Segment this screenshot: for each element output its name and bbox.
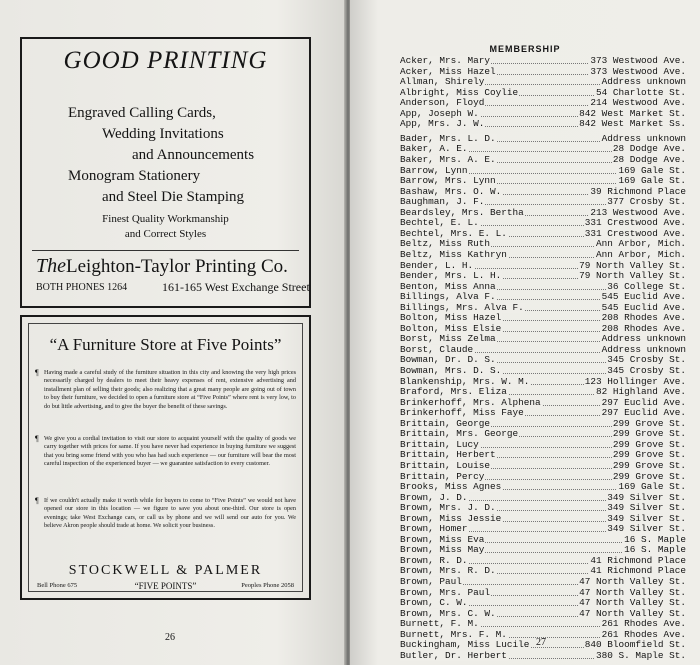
printing-ad-headline: GOOD PRINTING (63, 47, 268, 74)
member-name: Albright, Miss Coylie (400, 87, 519, 98)
member-entry (400, 88, 686, 98)
member-entry (400, 566, 686, 576)
member-address: 41 Richmond Place (590, 555, 686, 566)
member-entry (400, 109, 686, 119)
ad-paragraph: ¶ If we couldn't actually make it worth while for buyers to come to “Five Points” we would not have opened our store in this location — we figure to save you about one-third. Our store is open evenings; take West Exchange cars, or call us by phone and we will send our auto for you. We believe Akron people should trade at home. We solicit your business. (35, 496, 296, 530)
member-address: 545 Euclid Ave. (601, 292, 686, 303)
printing-advertisement (20, 37, 311, 308)
member-name: Brown, Miss Jessie (400, 513, 502, 524)
member-address: 297 Euclid Ave. (601, 408, 686, 419)
member-entry (400, 303, 686, 313)
member-name: Brown, Paul (400, 577, 462, 587)
member-entry (400, 250, 686, 260)
furniture-ad-headline: “A Furniture Store at Five Points” (49, 335, 282, 354)
peoples-phone: Peoples Phone 2058 (241, 582, 294, 589)
member-entry (400, 640, 686, 650)
member-address: 169 Gale St. (618, 482, 686, 492)
member-address: 208 Rhodes Ave. (601, 313, 686, 324)
member-name: App, Mrs. J. W. (400, 119, 485, 130)
member-address: 47 North Valley St. (579, 587, 686, 598)
member-entry (400, 187, 686, 197)
member-name: Anderson, Floyd (400, 98, 485, 109)
member-entry (400, 366, 686, 376)
member-address: Address unknown (601, 334, 686, 345)
member-name: Brown, J. D. (400, 492, 468, 503)
member-address: 54 Charlotte St. (595, 87, 686, 98)
member-entry (400, 324, 686, 334)
member-entry (400, 239, 686, 249)
member-name: Allman, Shirely (400, 77, 485, 88)
member-name: Bolton, Miss Hazel (400, 313, 502, 324)
page-number: 26 (165, 632, 175, 643)
member-address: 214 Westwood Ave. (590, 98, 686, 109)
member-address: 47 North Valley St. (579, 608, 686, 619)
member-name: Brown, C. W. (400, 598, 468, 609)
member-address: 79 North Valley St. (579, 260, 686, 271)
page-number: 27 (536, 637, 546, 648)
service-line: Engraved Calling Cards, (68, 105, 216, 121)
member-entry (400, 218, 686, 228)
member-entry (400, 450, 686, 460)
member-address: 39 Richmond Place (590, 186, 686, 197)
member-name: Buckingham, Miss Lucile (400, 640, 530, 651)
paragraph-mark-icon: ¶ (35, 434, 39, 443)
member-entry (400, 334, 686, 344)
member-entry (400, 56, 686, 66)
member-name: Brown, Mrs. J. D. (400, 503, 496, 514)
member-address: 299 Grove St. (612, 439, 686, 450)
member-name: Burnett, Mrs. F. M. (400, 629, 507, 640)
member-address: 261 Rhodes Ave. (601, 629, 686, 640)
member-address: 41 Richmond Place (590, 566, 686, 577)
member-entry (400, 261, 686, 271)
member-entry (400, 556, 686, 566)
membership-title: MEMBERSHIP (489, 44, 561, 54)
furniture-advertisement (20, 315, 311, 600)
service-line: and Steel Die Stamping (102, 189, 245, 205)
member-entry (400, 197, 686, 207)
member-entry (400, 524, 686, 534)
left-page (0, 0, 346, 665)
member-name: Brown, Mrs. R. D. (400, 566, 496, 577)
service-line: and Announcements (132, 147, 255, 163)
member-name: Braford, Mrs. Eliza (400, 387, 507, 398)
member-entry (400, 398, 686, 408)
member-entry (400, 503, 686, 513)
member-address: 349 Silver St. (607, 524, 686, 535)
member-address: 299 Grove St. (612, 471, 686, 482)
member-name: Butler, Dr. Herbert (400, 650, 507, 661)
member-name: Billings, Mrs. Alva F. (400, 302, 524, 313)
member-entry (400, 119, 686, 129)
member-name: Borst, Miss Zelma (400, 334, 496, 345)
member-address: 47 North Valley St. (579, 598, 686, 609)
member-address: 345 Crosby St. (607, 366, 686, 376)
service-line: Wedding Invitations (102, 126, 224, 142)
member-address: 123 Hollinger Ave. (584, 376, 686, 387)
member-address: Address unknown (601, 133, 686, 144)
member-name: Beltz, Miss Ruth (400, 239, 491, 250)
member-address: 28 Dodge Ave. (612, 154, 686, 165)
member-entry (400, 619, 686, 629)
member-address: 349 Silver St. (607, 492, 686, 503)
member-entry (400, 155, 686, 165)
member-entry (400, 98, 686, 108)
member-name: Borst, Claude (400, 344, 474, 355)
member-name: Brown, Miss May (400, 545, 485, 556)
member-name: Benton, Miss Anna (400, 281, 496, 292)
member-entry (400, 461, 686, 471)
member-entry (400, 176, 686, 186)
member-address: Ann Arbor, Mich. (595, 239, 686, 250)
member-address: 16 S. Maple (624, 534, 686, 545)
member-name: Baker, Mrs. A. E. (400, 154, 496, 165)
member-entry (400, 651, 686, 661)
quality-line: and Correct Styles (124, 228, 207, 240)
member-address: 380 S. Maple St. (595, 650, 686, 661)
member-entry (400, 292, 686, 302)
member-name: Brittain, Percy (400, 471, 485, 482)
member-entry (400, 535, 686, 545)
member-entry (400, 598, 686, 608)
member-entry (400, 588, 686, 598)
member-name: Brittain, Lucy (400, 439, 479, 450)
member-name: Bolton, Miss Elsie (400, 323, 502, 334)
member-entry (400, 77, 686, 87)
member-name: Baughman, J. F. (400, 197, 485, 208)
member-name: Billings, Alva F. (400, 292, 496, 303)
member-name: Brooks, Miss Agnes (400, 482, 502, 492)
member-entry (400, 271, 686, 281)
company-name: TheLeighton-Taylor Printing Co. (36, 255, 288, 277)
member-address: 299 Grove St. (612, 418, 686, 429)
member-address: 82 Highland Ave. (595, 387, 686, 398)
member-entry (400, 408, 686, 418)
member-name: Brown, Mrs. C. W. (400, 608, 496, 619)
member-entry (400, 419, 686, 429)
member-name: Brinkerhoff, Miss Faye (400, 408, 524, 419)
member-name: Brown, Miss Eva (400, 534, 485, 545)
ad-paragraph: ¶ Having made a careful study of the furniture situation in this city and knowing the very high prices necessarily charged by dealers to meet their heavy expenses of rent, extensive advertising and installment plan of selling their goods; also realizing that a great many people are going out of town to buy their furniture, we decided to open a furniture store at “Five Points” where rent is very low, to do but little advertising, and to give the buyer the benefit of these savings. (35, 368, 296, 410)
member-entry (400, 208, 686, 218)
member-address: 169 Gale St. (618, 176, 686, 187)
member-entry (400, 609, 686, 619)
bell-phone: Bell Phone 675 (37, 582, 78, 589)
member-address: 28 Dodge Ave. (612, 144, 686, 155)
member-name: Bechtel, Mrs. E. L. (400, 228, 507, 239)
member-address: 373 Westwood Ave. (590, 56, 686, 66)
member-address: 36 College St. (607, 281, 686, 292)
member-name: Barrow, Lynn (400, 165, 468, 176)
company-phones: BOTH PHONES 1264 (36, 282, 128, 293)
member-name: Brittain, Herbert (400, 450, 496, 461)
member-entry (400, 440, 686, 450)
member-entry (400, 472, 686, 482)
member-entry (400, 377, 686, 387)
member-address: 377 Crosby St. (607, 197, 686, 208)
member-entry (400, 630, 686, 640)
member-name: Brown, R. D. (400, 555, 468, 566)
member-address: 345 Crosby St. (607, 355, 686, 366)
member-address: 299 Grove St. (612, 450, 686, 461)
member-entry (400, 545, 686, 555)
paragraph-mark-icon: ¶ (35, 368, 39, 377)
member-name: Acker, Mrs. Mary (400, 56, 491, 66)
member-address: 842 West Market Ss. (579, 119, 686, 130)
paragraph-mark-icon: ¶ (35, 496, 39, 505)
member-entry (400, 134, 686, 144)
member-entry (400, 482, 686, 492)
member-entry (400, 577, 686, 587)
member-entry (400, 387, 686, 397)
member-address: Address unknown (601, 77, 686, 88)
member-name: Brittain, Mrs. George (400, 429, 519, 440)
member-entry (400, 166, 686, 176)
member-name: Blankenship, Mrs. W. M. (400, 376, 530, 387)
member-name: Burnett, F. M. (400, 619, 479, 630)
member-address: 208 Rhodes Ave. (601, 323, 686, 334)
member-address: 331 Crestwood Ave. (584, 218, 686, 229)
member-name: Acker, Miss Hazel (400, 66, 496, 77)
member-name: Bowman, Dr. D. S. (400, 355, 496, 366)
member-name: Brinkerhoff, Mrs. Alphena (400, 397, 541, 408)
member-name: Barrow, Mrs. Lynn (400, 176, 496, 187)
member-name: Beardsley, Mrs. Bertha (400, 207, 524, 218)
member-address: 213 Westwood Ave. (590, 207, 686, 218)
member-entry (400, 313, 686, 323)
member-name: Bowman, Mrs. D. S. (400, 366, 502, 376)
member-entry (400, 144, 686, 154)
member-address: 331 Crestwood Ave. (584, 228, 686, 239)
member-address: 840 Bloomfield St. (584, 640, 686, 651)
member-name: Brittain, Louise (400, 460, 491, 471)
member-name: Brown, Homer (400, 524, 468, 535)
company-address: 161-165 West Exchange Street (162, 280, 310, 294)
member-name: Bashaw, Mrs. O. W. (400, 186, 502, 197)
member-entry (400, 282, 686, 292)
member-address: 545 Euclid Ave. (601, 302, 686, 313)
member-name: Brown, Mrs. Paul (400, 587, 491, 598)
member-address: 349 Silver St. (607, 503, 686, 514)
five-points-label: “FIVE POINTS” (134, 581, 197, 591)
member-name: Baker, A. E. (400, 144, 468, 155)
member-address: 373 Westwood Ave. (590, 66, 686, 77)
member-entry (400, 355, 686, 365)
member-name: Brittain, George (400, 418, 491, 429)
member-name: Bender, Mrs. L. H. (400, 271, 502, 281)
member-entry (400, 429, 686, 439)
divider (32, 250, 299, 251)
member-entry (400, 345, 686, 355)
member-address: Address unknown (601, 344, 686, 355)
member-entry (400, 67, 686, 77)
member-address: 299 Grove St. (612, 460, 686, 471)
member-address: 79 North Valley St. (579, 271, 686, 281)
member-name: Beltz, Miss Kathryn (400, 249, 507, 260)
member-name: App, Joseph W. (400, 108, 479, 119)
service-line: Monogram Stationery (68, 168, 201, 184)
member-name: Bechtel, E. L. (400, 218, 479, 229)
firm-name: STOCKWELL & PALMER (68, 563, 263, 578)
quality-line: Finest Quality Workmanship (102, 213, 229, 225)
member-entry (400, 229, 686, 239)
member-name: Bader, Mrs. L. D. (400, 133, 496, 144)
member-name: Bender, L. H. (400, 260, 474, 271)
member-address: 261 Rhodes Ave. (601, 619, 686, 630)
member-address: 299 Grove St. (612, 429, 686, 440)
member-address: 842 West Market St. (579, 108, 686, 119)
member-address: 169 Gale St. (618, 165, 686, 176)
member-address: Ann Arbor, Mich. (595, 249, 686, 260)
member-address: 297 Euclid Ave. (601, 397, 686, 408)
member-entry (400, 493, 686, 503)
member-address: 349 Silver St. (607, 513, 686, 524)
ad-paragraph: ¶ We give you a cordial invitation to visit our store to acquaint yourself with the quality of goods we carry together with prices for same. If you have never had experience in buying furniture we suggest that you bring some friend with you who has had such experience — our furniture will bear the most careful inspection of the experienced buyer — we guarantee satisfaction to every customer. (35, 434, 296, 468)
member-address: 16 S. Maple (624, 545, 686, 556)
member-entry (400, 514, 686, 524)
member-address: 47 North Valley St. (579, 577, 686, 587)
